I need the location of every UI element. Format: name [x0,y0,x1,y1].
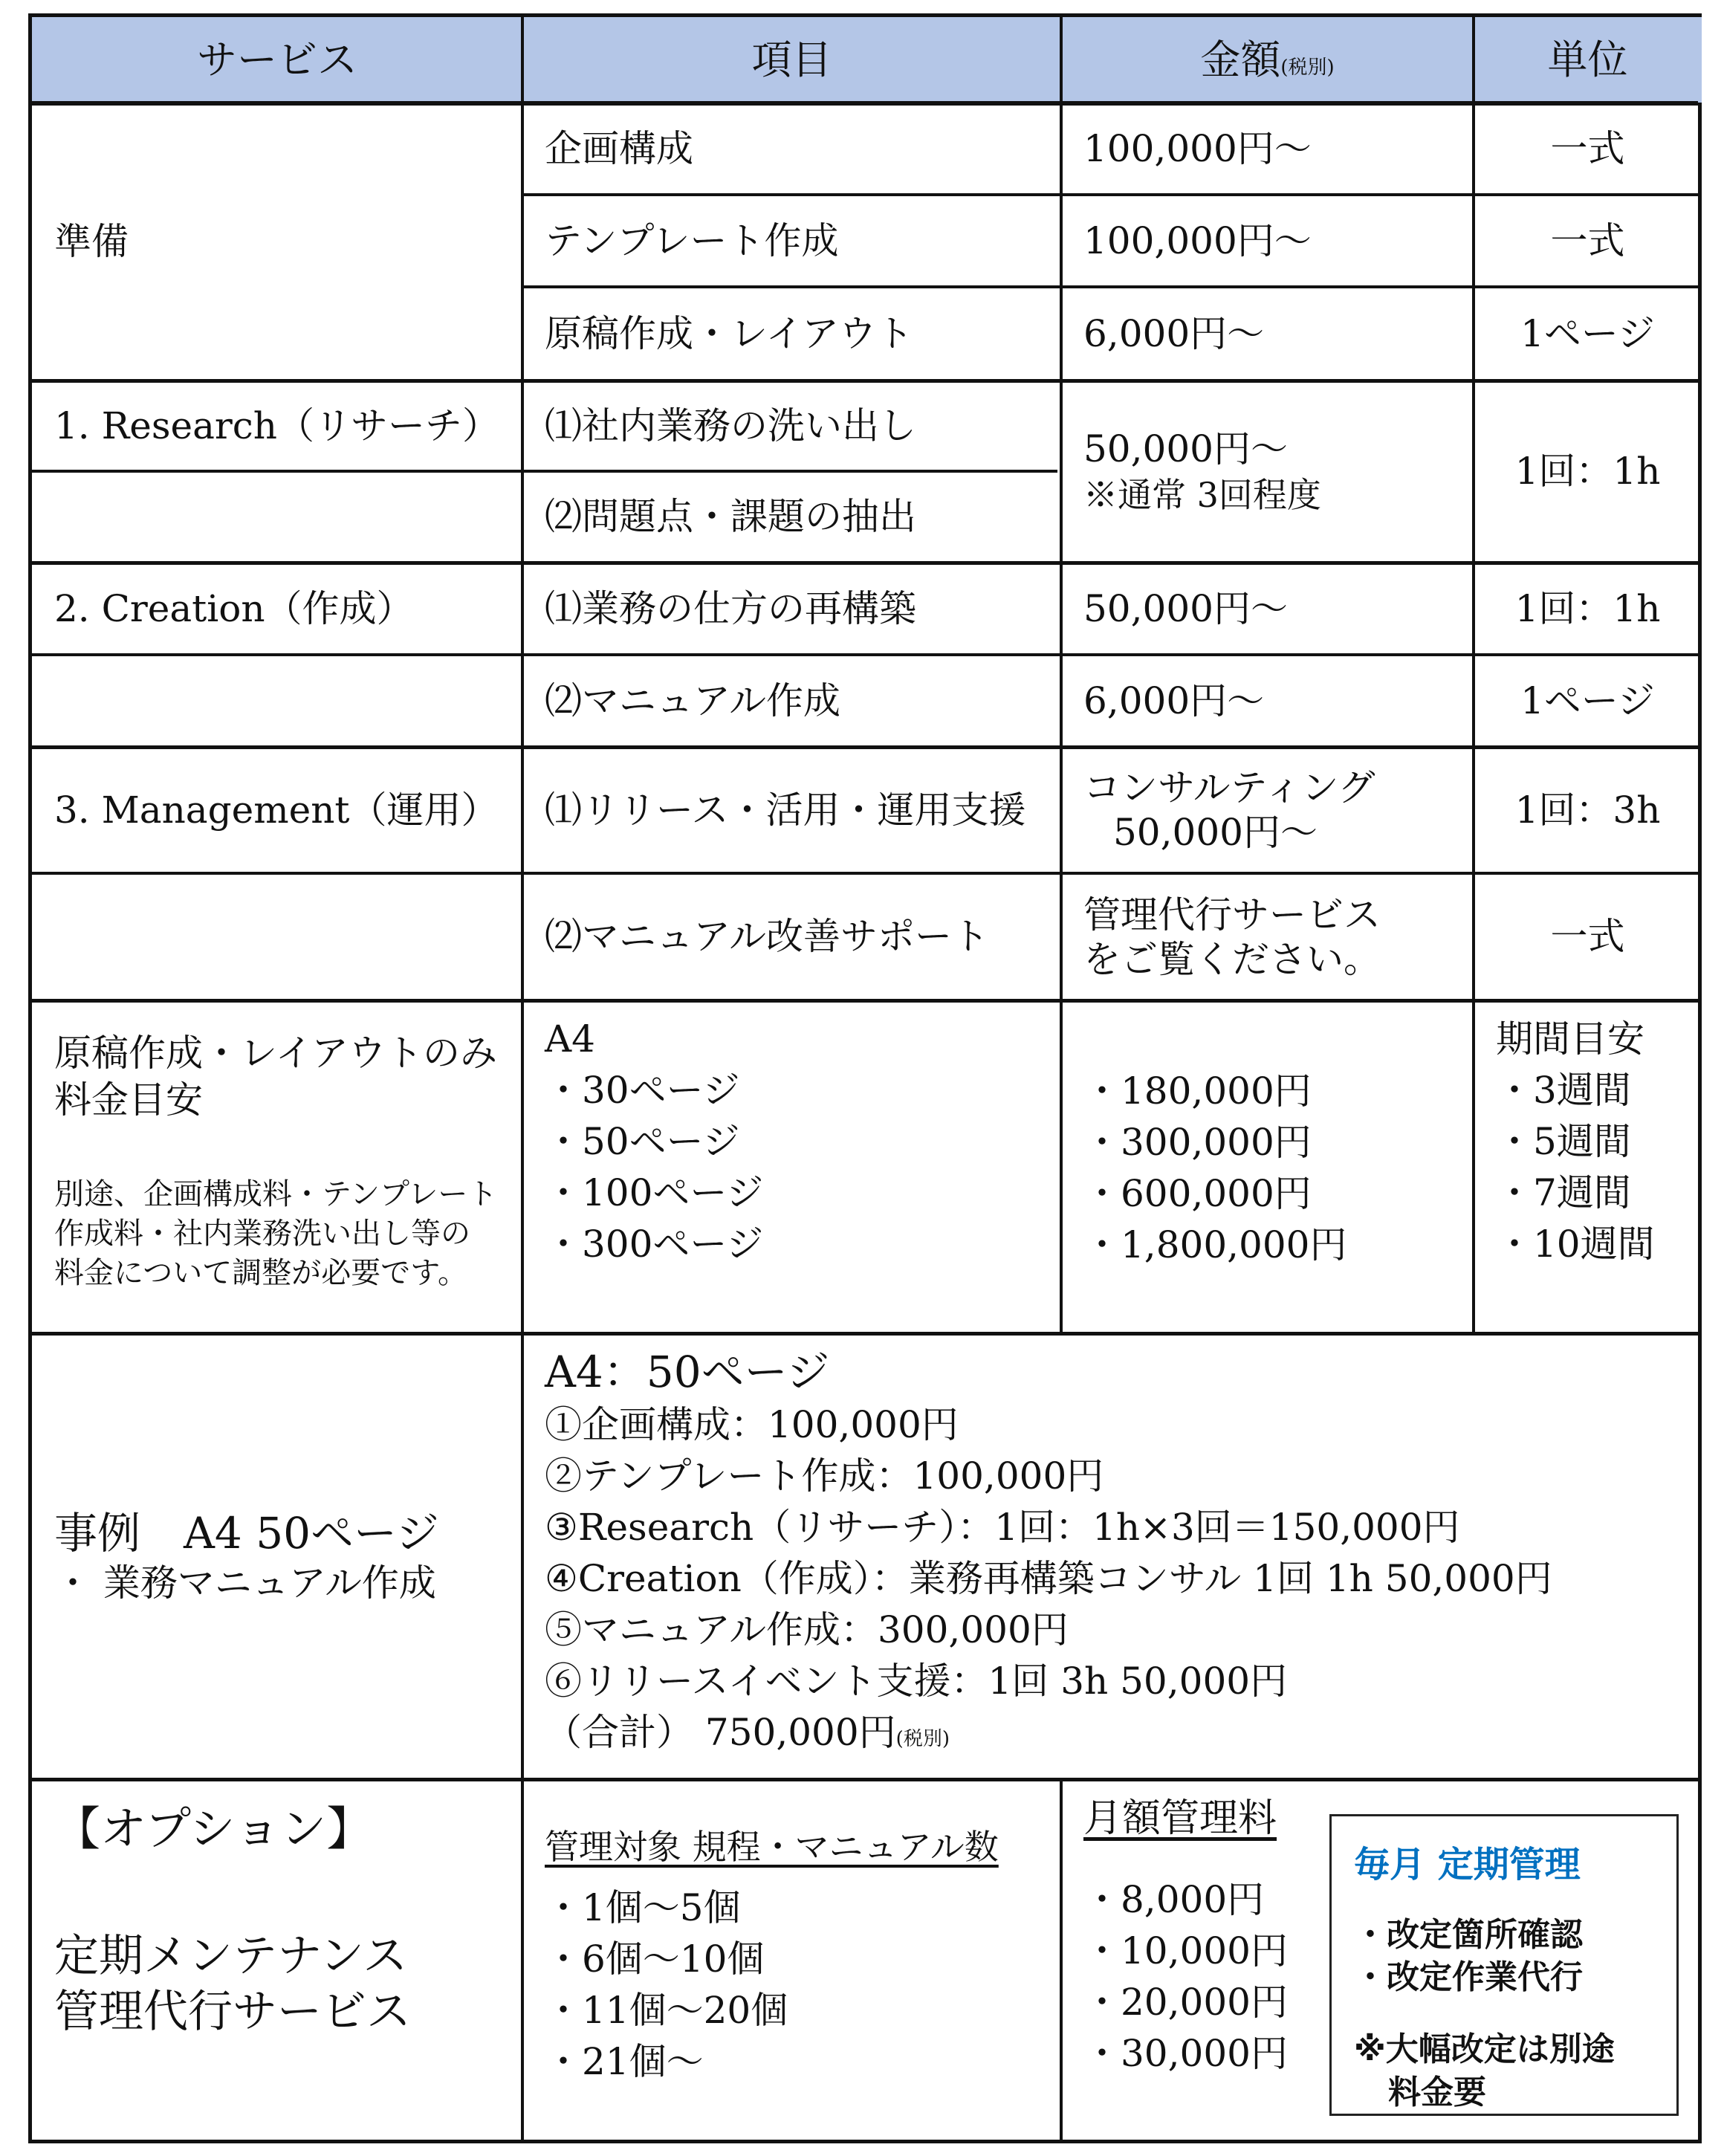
layout-only-note [54,1175,522,1292]
price-value: ・300,000円 [1083,1121,1312,1164]
service-creation [32,563,522,655]
amount-value: 50,000円～ [1083,586,1288,630]
pricing-table [28,13,1702,2143]
size-label: A4 [545,1017,595,1061]
unit-cell [1474,563,1702,655]
item-row [522,103,1061,195]
unit-cell [1474,195,1702,287]
fee-value: ・20,000円 [1083,1980,1288,2024]
header-item [522,17,1061,103]
box-item: ・改定作業代行 [1354,1958,1583,1997]
header-unit [1474,17,1702,103]
item-label: テンプレート作成 [545,218,839,262]
unit-value: 1回：1h [1514,586,1661,630]
col-divider [521,17,524,2143]
unit-cell [1474,287,1702,381]
example-total [545,1707,1702,1758]
row-divider [32,1778,1698,1781]
page-option: ・30ページ [545,1069,740,1112]
example-detail-cell [522,1333,1702,1779]
target-range: ・1個～5個 [545,1886,741,1930]
row-divider [32,999,1698,1003]
option-title-cell [32,1779,522,2143]
period-value: ・5週間 [1496,1120,1631,1163]
note-line: 作成料・社内業務洗い出し等の [54,1216,470,1251]
item-label: ⑴業務の仕方の再構築 [545,586,916,630]
period-label: 期間目安 [1496,1017,1644,1061]
unit-value: 1ページ [1520,311,1655,355]
item-row [522,381,1061,471]
row-divider [32,561,1698,565]
amount-cell [1061,287,1474,381]
row-divider [32,745,1698,749]
unit-cell [1474,103,1702,195]
layout-only-pages [522,1000,1061,1333]
row-divider [522,285,1698,288]
unit-cell [1474,381,1702,563]
example-line: ④Creation（作成）：業務再構築コンサル 1回 1h 50,000円 [545,1556,1552,1600]
header-amount [1061,17,1474,103]
unit-value: 一式 [1550,218,1625,262]
service-prep-label: 準備 [54,219,129,263]
box-note: ※大幅改定は別途 [1354,2030,1615,2069]
amount-value: 50,000円～ [1113,811,1318,854]
unit-cell [1474,747,1702,873]
col-divider [1472,17,1475,1333]
total-note: (税別) [895,1727,950,1750]
example-line: ⑤マニュアル作成：300,000円 [545,1608,1069,1651]
row-divider [32,101,1698,106]
item-label: ⑵マニュアル改善サポート [545,915,989,959]
row-divider [32,470,1057,473]
amount-label: 管理代行サービス [1083,893,1381,936]
row-divider [32,872,1698,875]
amount-note: ※通常 3回程度 [1083,475,1321,516]
amount-cell [1061,873,1474,1000]
option-fees-cell [1061,1779,1358,2143]
service-research [32,381,522,471]
item-label: ⑴リリース・活用・運用支援 [545,788,1026,832]
unit-value: 一式 [1550,915,1625,959]
example-title-cell [32,1333,522,1779]
item-row [522,873,1061,1000]
example-line: ②テンプレート作成：100,000円 [545,1454,1104,1498]
amount-cell [1061,563,1474,655]
unit-cell [1474,655,1702,747]
period-value: ・7週間 [1496,1171,1631,1214]
amount-cell [1061,195,1474,287]
box-note-cont: 料金要 [1388,2073,1486,2111]
note-line: 料金について調整が必要です。 [54,1255,467,1290]
total-value: 750,000円 [704,1710,896,1754]
service-prep [32,103,522,381]
amount-label: コンサルティング [1083,766,1375,809]
period-value: ・10週間 [1496,1223,1655,1266]
unit-value: 1回：1h [1514,450,1661,493]
example-subtitle: ・ 業務マニュアル作成 [54,1561,436,1605]
option-subtitle: 管理代行サービス [54,1985,411,2038]
row-divider [32,379,1698,383]
amount-cell [1061,655,1474,747]
item-row [522,195,1061,287]
amount-value: 6,000円～ [1083,679,1265,722]
header-service [32,17,522,103]
header-item-label: 項目 [751,36,832,83]
amount-cell [1061,747,1474,873]
item-label: ⑴社内業務の洗い出し [545,404,916,447]
amount-cell [1061,103,1474,195]
row-divider [32,1332,1698,1336]
price-value: ・600,000円 [1083,1172,1312,1215]
item-label: ⑵マニュアル作成 [545,679,840,722]
item-label: 企画構成 [545,126,693,170]
amount-value: 6,000円～ [1083,311,1265,355]
item-row [522,655,1061,747]
header-amount-label: 金額 [1200,36,1281,83]
total-label: （合計） [545,1710,693,1754]
layout-only-title: 原稿作成・レイアウトのみ [54,1032,497,1075]
amount-value: 100,000円～ [1083,126,1312,170]
example-title: 事例 A4 50ページ [54,1507,439,1558]
target-range: ・6個～10個 [545,1938,765,1981]
target-range: ・21個～ [545,2040,704,2084]
row-divider [32,653,1698,656]
service-management-label: 3. Management（運用） [54,788,499,832]
item-label: ⑵問題点・課題の抽出 [545,495,916,539]
header-amount-note: (税別) [1280,56,1335,79]
fee-value: ・10,000円 [1083,1929,1288,1972]
amount-link-text: をご覧ください。 [1083,937,1381,981]
amount-value: 50,000円～ [1083,427,1288,471]
unit-value: 1回：3h [1514,788,1661,832]
fee-value: ・8,000円 [1083,1877,1265,1921]
col-divider [1060,1778,1063,2143]
col-divider [1060,17,1063,1333]
amount-value: 100,000円～ [1083,218,1312,262]
row-divider [522,193,1698,196]
page-option: ・50ページ [545,1120,740,1163]
item-row [522,563,1061,655]
note-line: 別途、企画構成料・テンプレート [54,1177,498,1211]
example-line: ⑥リリースイベント支援：1回 3h 50,000円 [545,1659,1288,1703]
service-management [32,747,522,873]
box-title: 毎月 定期管理 [1354,1844,1581,1885]
monthly-management-box [1329,1814,1679,2116]
layout-only-subtitle: 料金目安 [54,1078,203,1121]
service-creation-label: 2. Creation（作成） [54,586,414,630]
fee-value: ・30,000円 [1083,2031,1288,2075]
page-option: ・300ページ [545,1223,764,1266]
unit-cell [1474,873,1702,1000]
box-item: ・改定箇所確認 [1354,1916,1583,1954]
page-option: ・100ページ [545,1171,764,1214]
layout-only-prices [1061,1000,1474,1333]
price-value: ・1,800,000円 [1083,1223,1347,1266]
service-research-label: 1. Research（リサーチ） [54,404,499,447]
layout-only-periods [1474,1000,1702,1333]
item-row [522,287,1061,381]
item-row [522,471,1061,563]
example-line: ③Research（リサーチ）：1回：1h×3回＝150,000円 [545,1505,1460,1549]
option-badge: 【オプション】 [54,1801,373,1856]
fee-label: 月額管理料 [1083,1796,1277,1841]
header-unit-label: 単位 [1547,36,1628,83]
layout-only-title-cell [32,1000,522,1333]
option-targets-cell [522,1779,1061,2143]
amount-cell [1061,381,1474,563]
example-heading: A4：50ページ [545,1347,830,1397]
unit-value: 一式 [1550,126,1625,170]
target-range: ・11個～20個 [545,1989,788,2033]
price-value: ・180,000円 [1083,1069,1312,1113]
period-value: ・3週間 [1496,1069,1631,1112]
item-row [522,747,1061,873]
example-line: ①企画構成：100,000円 [545,1402,959,1446]
option-title: 定期メンテナンス [54,1929,408,1982]
header-service-label: サービス [197,36,357,83]
target-label: 管理対象 規程・マニュアル数 [545,1827,999,1867]
item-label: 原稿作成・レイアウト [545,311,913,355]
unit-value: 1ページ [1520,679,1655,722]
